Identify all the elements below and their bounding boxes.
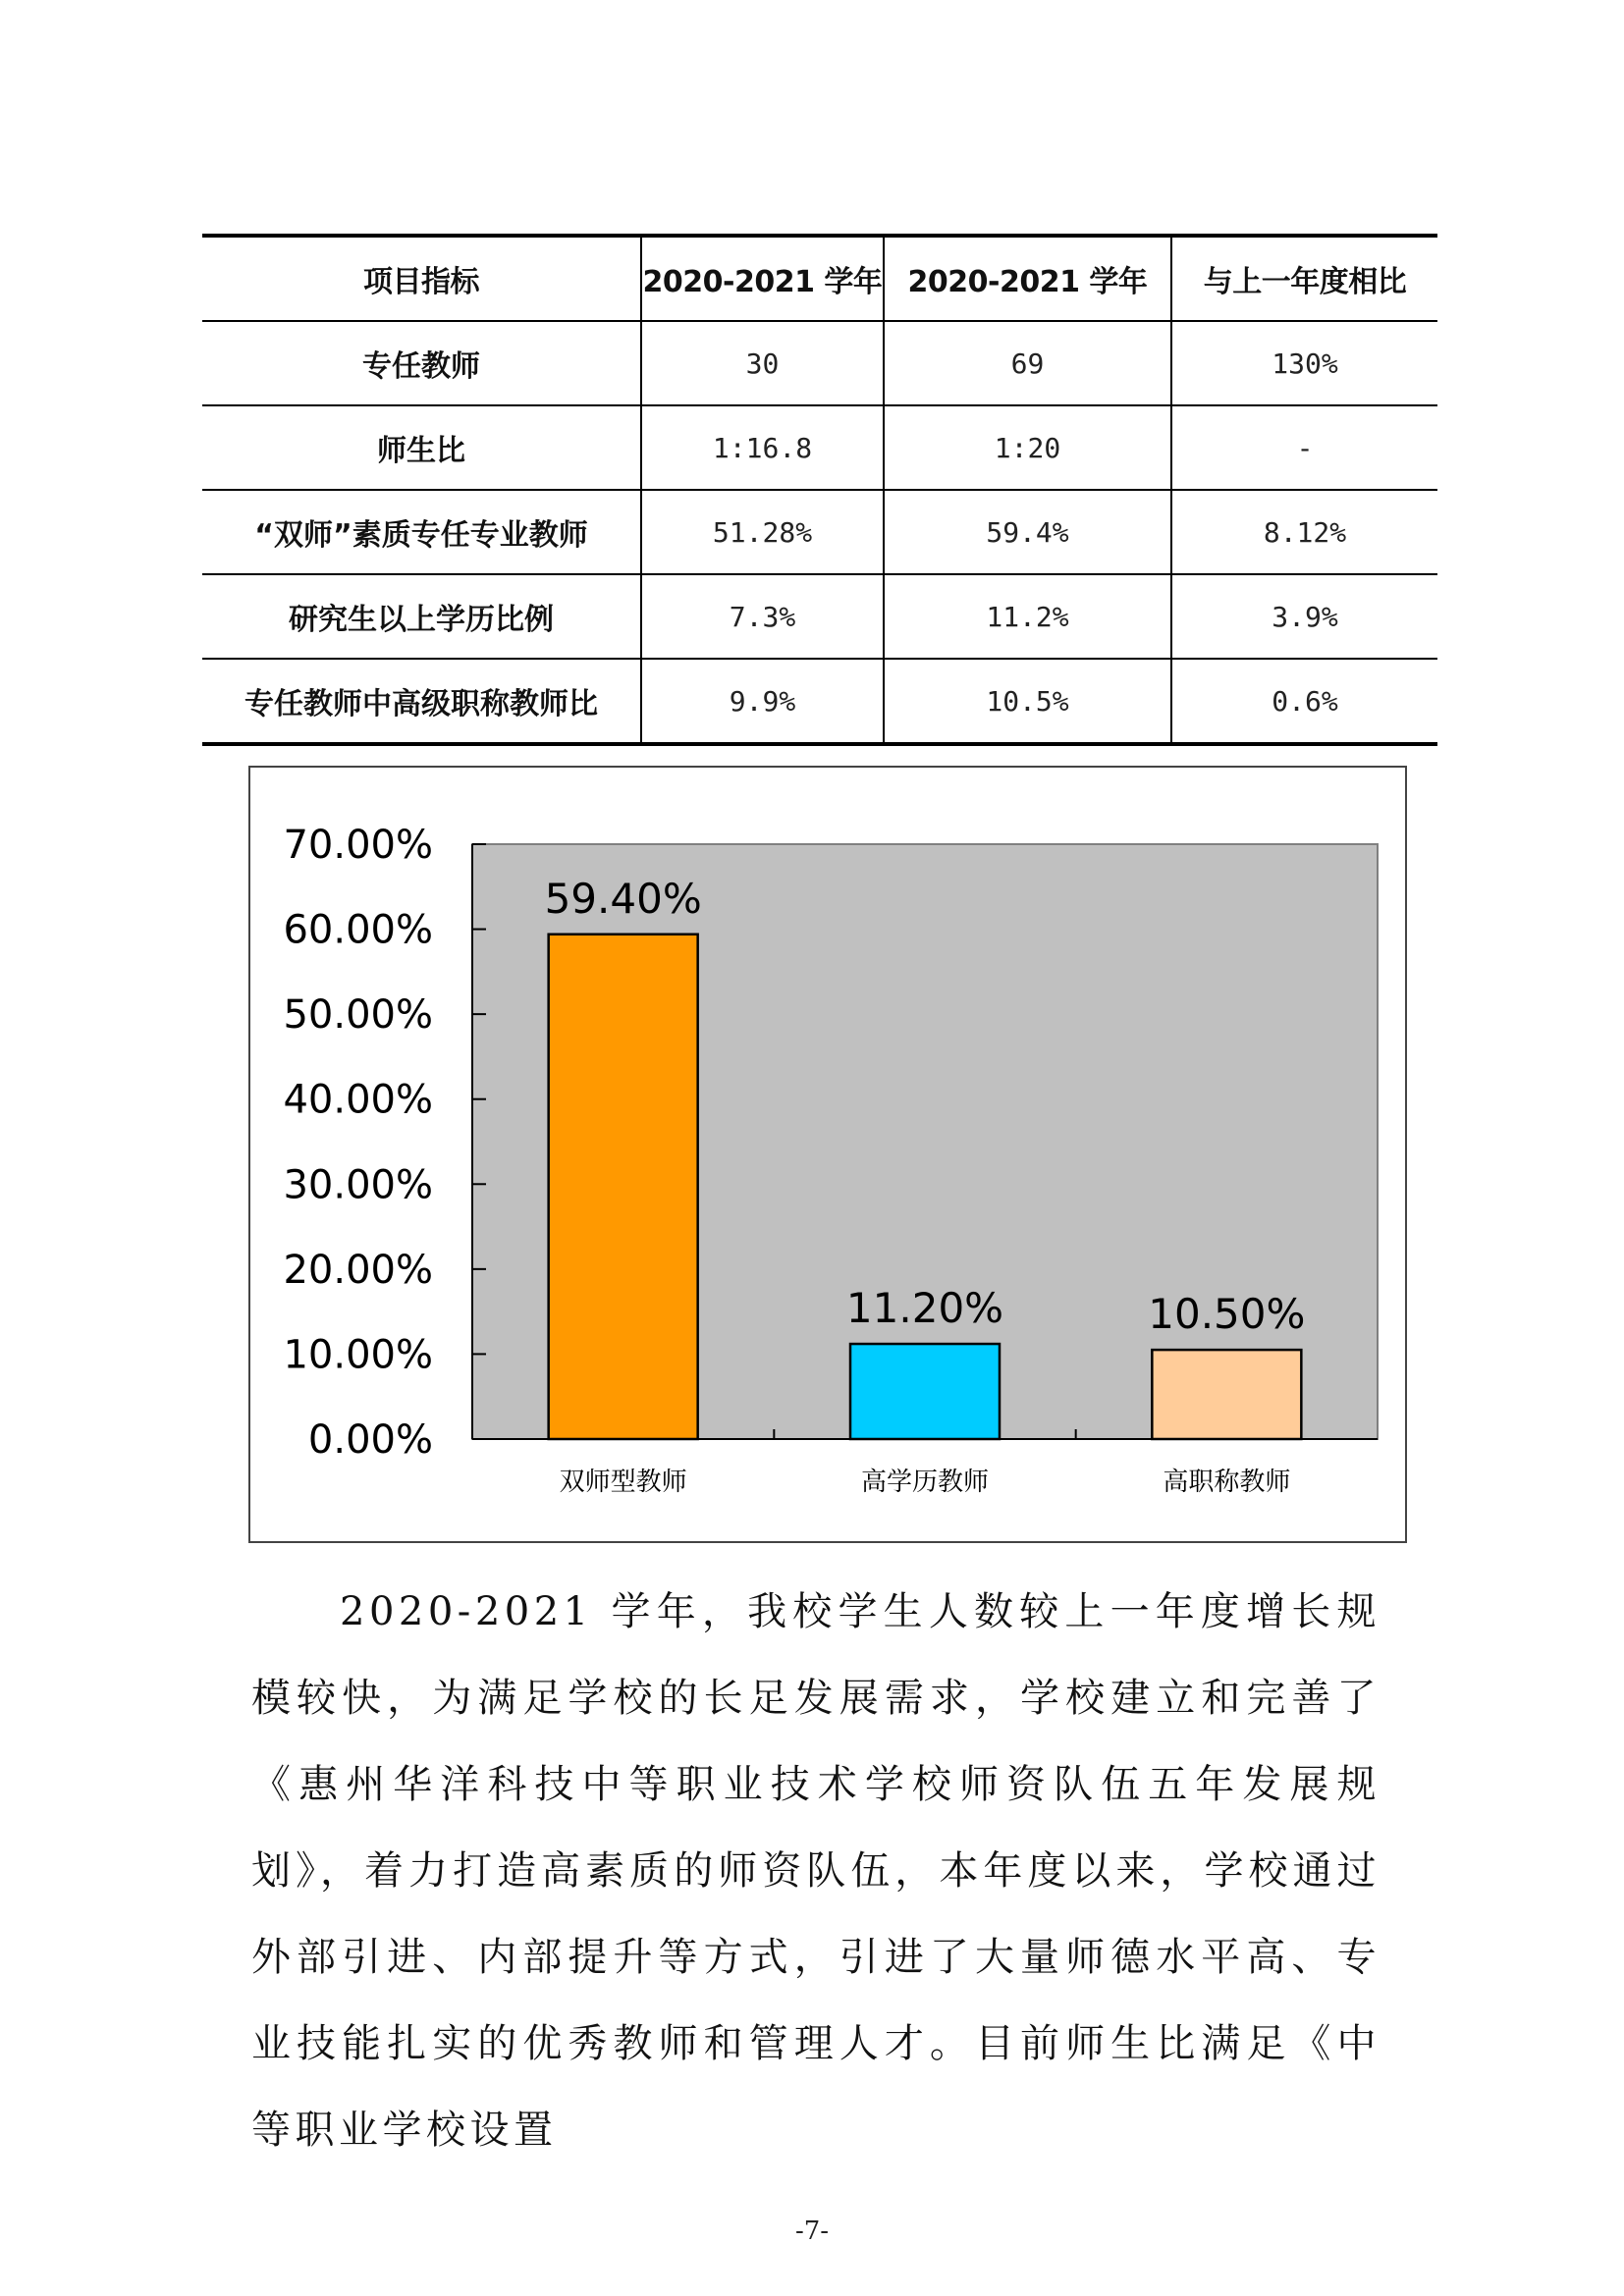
cell-value: 51.28% xyxy=(641,490,884,574)
row-label: 专任教师中高级职称教师比 xyxy=(202,659,641,744)
y-tick-label: 10.00% xyxy=(283,1332,433,1378)
cell-value: 8.12% xyxy=(1171,490,1437,574)
y-tick-label: 40.00% xyxy=(283,1077,433,1123)
cell-value: 69 xyxy=(884,321,1171,405)
category-label: 双师型教师 xyxy=(559,1468,687,1497)
body-paragraph: 2020-2021 学年，我校学生人数较上一年度增长规模较快，为满足学校的长足发展需求，学校建立和完善了《惠州华洋科技中等职业技术学校师资队伍五年发展规划》，着力打造高素质的师资队伍，本年度以来，学校通过外部引进、内部提升等方式，引进了大量师德水平高、专业技能扎实的优秀教师和管理人才。目前师生比满足《中等职业学校设置 xyxy=(251,1589,1380,2153)
table-row xyxy=(202,490,1437,574)
bar xyxy=(549,934,698,1439)
row-label: “双师”素质专任专业教师 xyxy=(202,490,641,574)
bar xyxy=(850,1344,1000,1439)
bar-chart xyxy=(250,768,1405,1541)
cell-value: 11.2% xyxy=(884,574,1171,659)
cell-value: 1:20 xyxy=(884,405,1171,490)
row-label: 专任教师 xyxy=(202,321,641,405)
bar-value-label: 11.20% xyxy=(845,1284,1004,1333)
table-header-row xyxy=(202,236,1437,321)
teacher-indicator-table xyxy=(202,234,1437,746)
y-tick-label: 20.00% xyxy=(283,1247,433,1293)
y-tick-label: 70.00% xyxy=(283,823,433,868)
header-year-a: 2020-2021 学年 xyxy=(641,236,884,321)
table-row xyxy=(202,659,1437,744)
table-row xyxy=(202,405,1437,490)
row-label: 研究生以上学历比例 xyxy=(202,574,641,659)
y-tick-label: 60.00% xyxy=(283,907,433,953)
bar-chart-frame xyxy=(248,766,1407,1543)
cell-value: 0.6% xyxy=(1272,684,1338,718)
cell-value: 3.9% xyxy=(1171,574,1437,659)
header-year-b: 2020-2021 学年 xyxy=(884,236,1171,321)
bar-value-label: 59.40% xyxy=(544,874,702,923)
page-number: -7- xyxy=(794,2216,830,2246)
row-label: 师生比 xyxy=(202,405,641,490)
category-label: 高职称教师 xyxy=(1163,1468,1291,1497)
y-tick-label: 50.00% xyxy=(283,992,433,1039)
header-indicator: 项目指标 xyxy=(202,236,641,321)
cell-value: 7.3% xyxy=(641,574,884,659)
y-tick-label: 0.00% xyxy=(307,1417,433,1463)
cell-value: 9.9% xyxy=(641,659,884,744)
bar-value-label: 10.50% xyxy=(1148,1290,1306,1339)
cell-value: 59.4% xyxy=(884,490,1171,574)
cell-value: 10.5% xyxy=(884,659,1171,744)
y-tick-label: 30.00% xyxy=(283,1162,433,1208)
table-row xyxy=(202,321,1437,405)
cell-value: 130% xyxy=(1171,321,1437,405)
cell-value: 1:16.8 xyxy=(641,405,884,490)
bar xyxy=(1152,1350,1301,1439)
cell-value: - xyxy=(1171,405,1437,490)
table-row xyxy=(202,574,1437,659)
header-comparison: 与上一年度相比 xyxy=(1171,236,1437,321)
cell-value: 30 xyxy=(641,321,884,405)
category-label: 高学历教师 xyxy=(860,1468,990,1497)
